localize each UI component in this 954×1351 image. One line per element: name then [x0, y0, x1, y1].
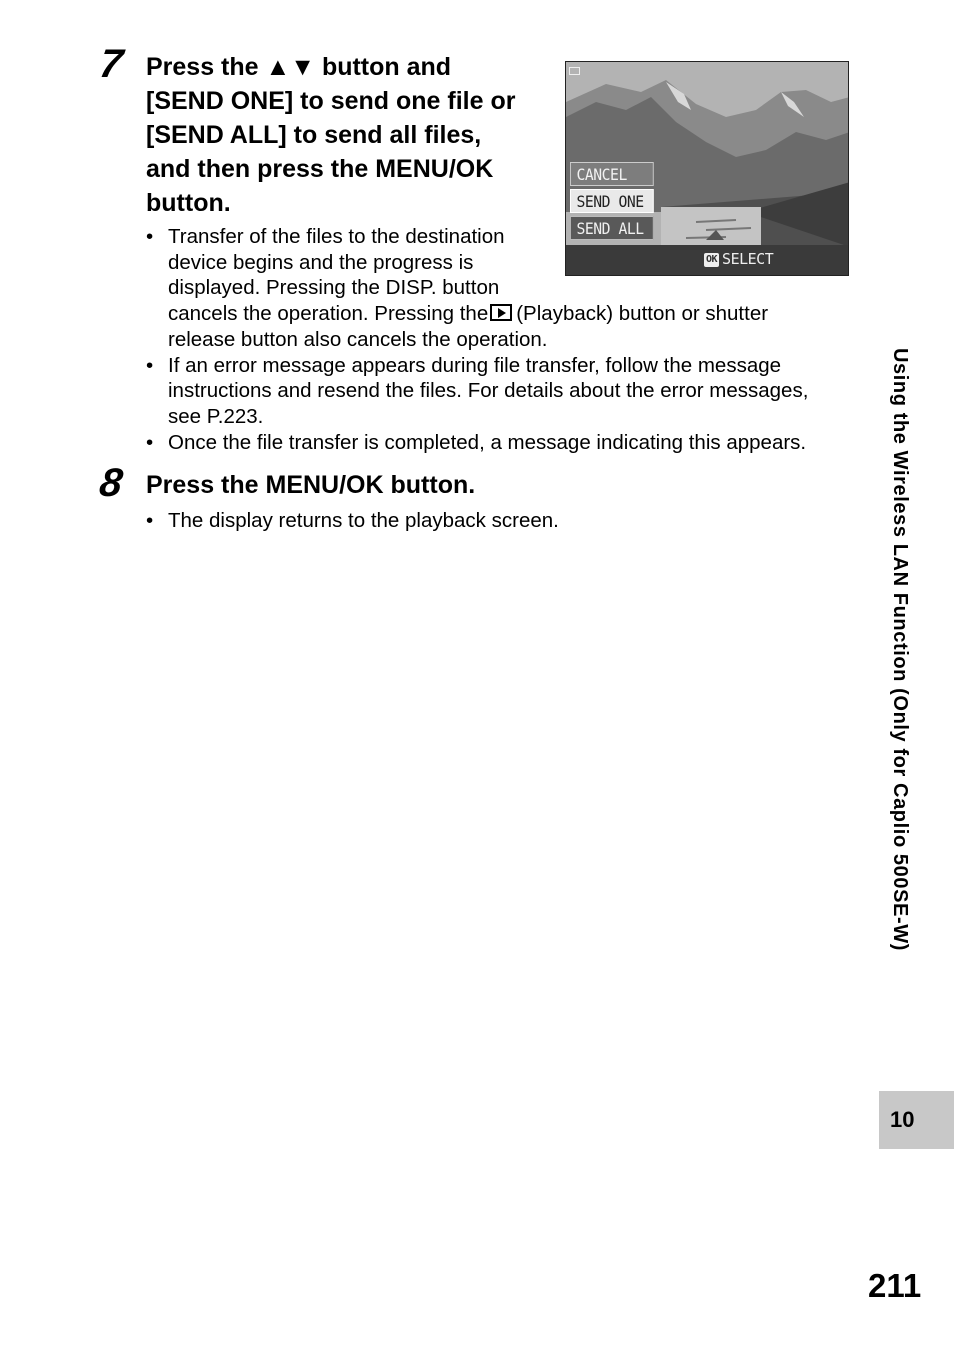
bullet-line: release button also cancels the operation. — [168, 327, 548, 351]
chapter-tab — [879, 1091, 954, 1149]
step-number-8: 8 — [96, 461, 126, 505]
bullet-text: (Playback) button or shutter — [516, 302, 769, 326]
chapter-side-title: Using the Wireless LAN Function (Only for Caplio 500SE-W) — [889, 348, 911, 951]
bullet-line: device begins and the progress is — [168, 250, 474, 274]
step-7-title — [146, 50, 515, 220]
mail-icon — [569, 67, 580, 75]
step-7-title-line: button. — [146, 189, 231, 217]
bullet-line — [168, 301, 808, 327]
ok-icon: OK — [706, 254, 718, 265]
list-item — [146, 508, 559, 534]
page-number: 211 — [868, 1267, 922, 1304]
select-label: SELECT — [722, 250, 774, 268]
bullet-line: displayed. Pressing the DISP. button — [168, 276, 500, 300]
step-7-title-line: and then press the MENU/OK — [146, 155, 494, 183]
menu-item-cancel[interactable]: CANCEL — [570, 162, 654, 186]
step-7-title-line: [SEND ALL] to send all files, — [146, 121, 482, 149]
step-8-title: Press the MENU/OK button. — [146, 471, 476, 499]
bullet-mark: • — [146, 509, 154, 532]
bullet-line: If an error message appears during file transfer, follow the message — [168, 353, 782, 377]
bullet-line: The display returns to the playback screen. — [168, 509, 559, 532]
chapter-number: 10 — [890, 1107, 915, 1132]
step-8-bullets — [146, 508, 559, 534]
bullet-line: Once the file transfer is completed, a message indicating this appears. — [168, 430, 807, 454]
bullet-text: cancels the operation. Pressing the — [168, 302, 489, 326]
camera-menu — [570, 162, 661, 243]
step-7-title-line: [SEND ONE] to send one file or — [146, 87, 516, 115]
list-item — [146, 430, 808, 456]
menu-item-send-all[interactable]: SEND ALL — [570, 216, 654, 240]
bullet-line: instructions and resend the files. For details about the error messages, — [168, 379, 809, 403]
menu-item-send-one[interactable]: SEND ONE — [570, 189, 654, 213]
playback-icon — [490, 304, 512, 321]
select-hint — [704, 249, 773, 269]
list-item — [146, 353, 808, 430]
step-number-7: 7 — [96, 42, 126, 86]
bullet-mark: • — [146, 225, 154, 248]
step-7-title-line: Press the ▲▼ button and — [146, 53, 452, 81]
camera-screen-illustration — [565, 61, 849, 276]
bullet-line: see P.223. — [168, 404, 264, 428]
bullet-mark: • — [146, 353, 154, 377]
bullet-line: Transfer of the files to the destination — [168, 225, 505, 248]
bullet-mark: • — [146, 430, 154, 454]
